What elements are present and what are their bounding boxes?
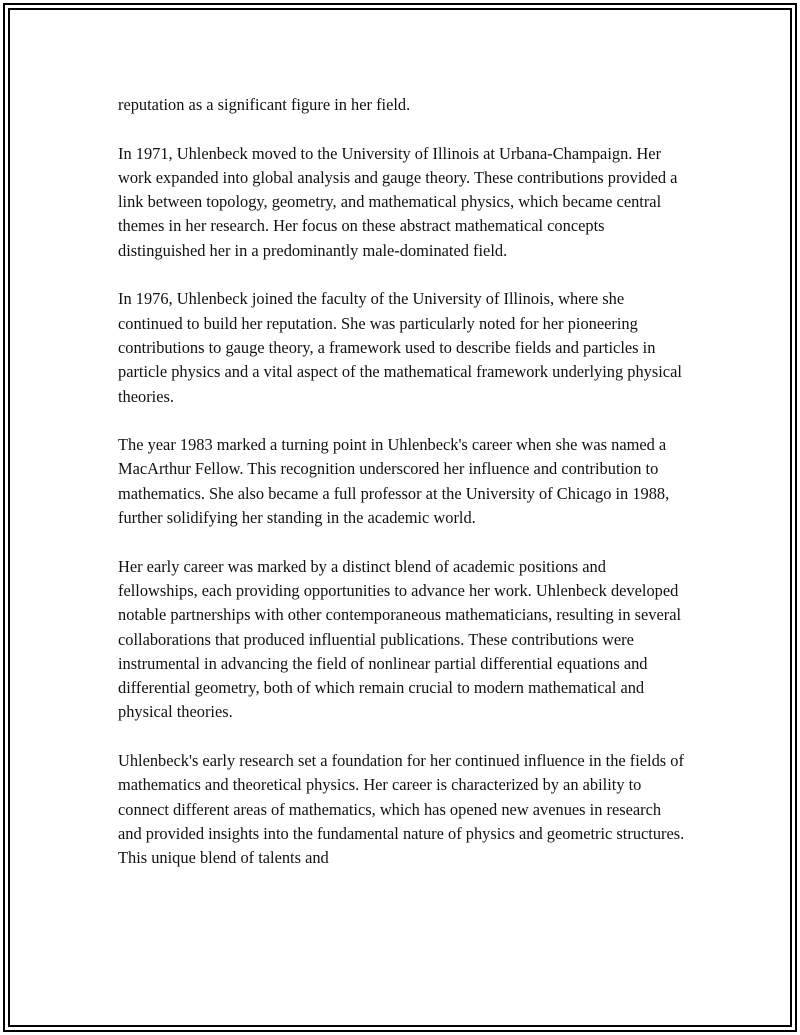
paragraph: Uhlenbeck's early research set a foundation for her continued influence in the fields of mathematics and theoretical physics. Her career is characterized by an ability to connect different areas of mathematics, which has opened new avenues in research and provided insights into the fundamental nature of physics and geometric structures. This unique blend of talents and <box>118 751 685 868</box>
document-body <box>118 93 688 895</box>
paragraph: In 1976, Uhlenbeck joined the faculty of the University of Illinois, where she continued to build her reputation. She was particularly noted for her pioneering contributions to gauge theory, a framework used to describe fields and particles in particle physics and a vital aspect of the mathematical framework underlying physical theories. <box>118 289 682 406</box>
paragraph: The year 1983 marked a turning point in Uhlenbeck's career when she was named a MacArthur Fellow. This recognition underscored her influence and contribution to mathematics. She also became a full professor at the University of Chicago in 1988, further solidifying her standing in the academic world. <box>118 435 670 528</box>
paragraph: reputation as a significant figure in her field. <box>118 95 411 114</box>
paragraph: Her early career was marked by a distinct blend of academic positions and fellowships, each providing opportunities to advance her work. Uhlenbeck developed notable partnerships with other contemporaneous mathematicians, resulting in several collaborations that produced influential publications. These contributions were instrumental in advancing the field of nonlinear partial differential equations and differential geometry, both of which remain crucial to modern mathematical and physical theories. <box>118 556 682 722</box>
paragraph: In 1971, Uhlenbeck moved to the University of Illinois at Urbana-Champaign. Her work expanded into global analysis and gauge theory. These contributions provided a link between topology, geometry, and mathematical physics, which became central themes in her research. Her focus on these abstract mathematical concepts distinguished her in a predominantly male-dominated field. <box>118 143 678 260</box>
